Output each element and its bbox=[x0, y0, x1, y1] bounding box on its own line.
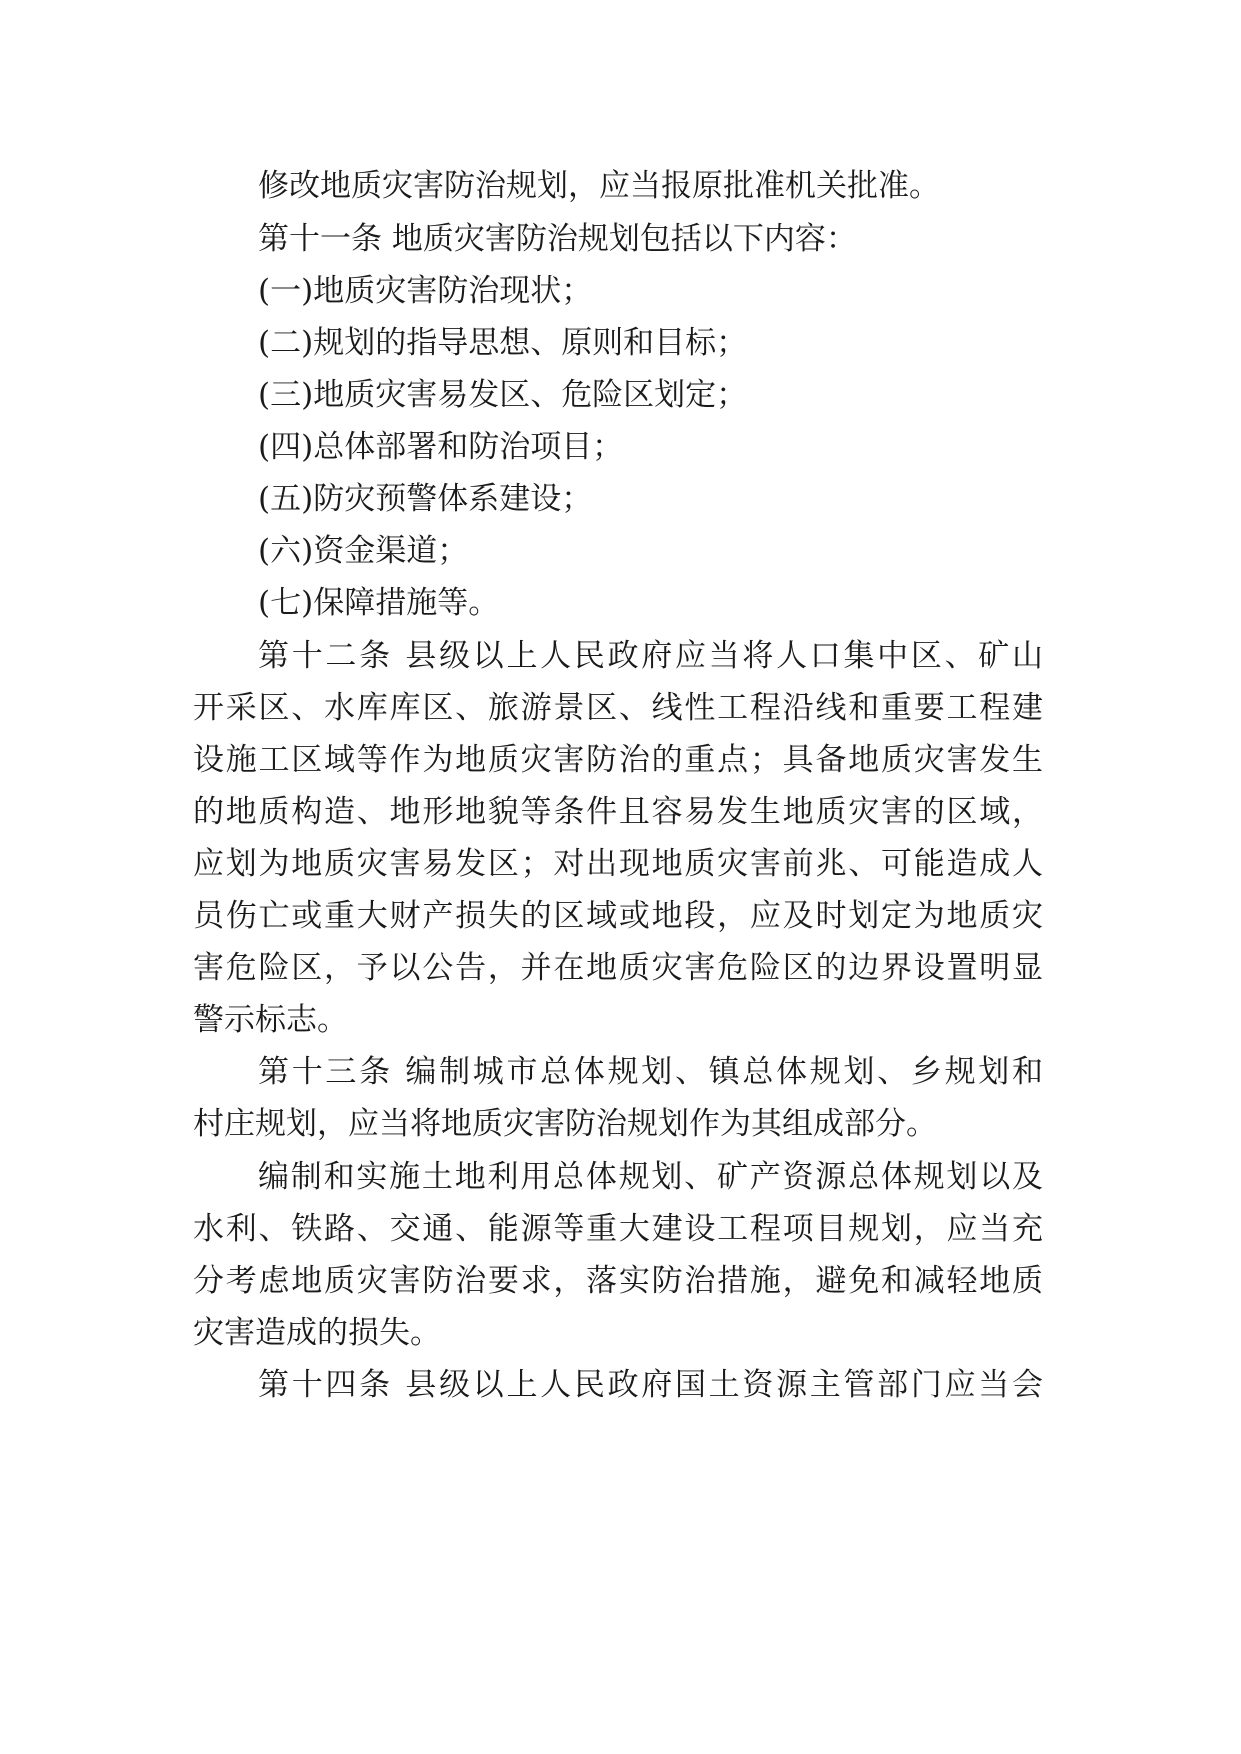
text-line: 修改地质灾害防治规划，应当报原批准机关批准。 bbox=[258, 168, 940, 204]
text-line: 分考虑地质灾害防治要求，落实防治措施，避免和减轻地质 bbox=[193, 1263, 1043, 1299]
article-heading: 第十四条 县级以上人民政府国土资源主管部门应当会 bbox=[258, 1367, 1043, 1403]
text-line: 村庄规划，应当将地质灾害防治规划作为其组成部分。 bbox=[193, 1106, 937, 1142]
list-item: (六)资金渠道； bbox=[258, 533, 469, 569]
article-heading: 第十二条 县级以上人民政府应当将人口集中区、矿山 bbox=[258, 638, 1043, 674]
list-item: (一)地质灾害防治现状； bbox=[258, 273, 593, 309]
text-line: 灾害造成的损失。 bbox=[193, 1315, 441, 1351]
article-heading: 第十一条 地质灾害防治规划包括以下内容： bbox=[258, 221, 857, 257]
text-line: 警示标志。 bbox=[193, 1002, 348, 1038]
text-line: 害危险区，予以公告，并在地质灾害危险区的边界设置明显 bbox=[193, 950, 1043, 986]
text-line: 编制和实施土地利用总体规划、矿产资源总体规划以及 bbox=[258, 1159, 1043, 1195]
text-line: 开采区、水库库区、旅游景区、线性工程沿线和重要工程建 bbox=[193, 690, 1043, 726]
text-line: 设施工区域等作为地质灾害防治的重点；具备地质灾害发生 bbox=[193, 742, 1043, 778]
text-line: 员伤亡或重大财产损失的区域或地段，应及时划定为地质灾 bbox=[193, 898, 1043, 934]
article-heading: 第十三条 编制城市总体规划、镇总体规划、乡规划和 bbox=[258, 1054, 1043, 1090]
list-item: (二)规划的指导思想、原则和目标； bbox=[258, 325, 748, 361]
list-item: (三)地质灾害易发区、危险区划定； bbox=[258, 377, 748, 413]
list-item: (五)防灾预警体系建设； bbox=[258, 481, 593, 517]
list-item: (四)总体部署和防治项目； bbox=[258, 429, 624, 465]
text-line: 应划为地质灾害易发区；对出现地质灾害前兆、可能造成人 bbox=[193, 846, 1043, 882]
text-line: 水利、铁路、交通、能源等重大建设工程项目规划，应当充 bbox=[193, 1211, 1043, 1247]
list-item: (七)保障措施等。 bbox=[258, 585, 500, 621]
text-line: 的地质构造、地形地貌等条件且容易发生地质灾害的区域， bbox=[193, 794, 1043, 830]
